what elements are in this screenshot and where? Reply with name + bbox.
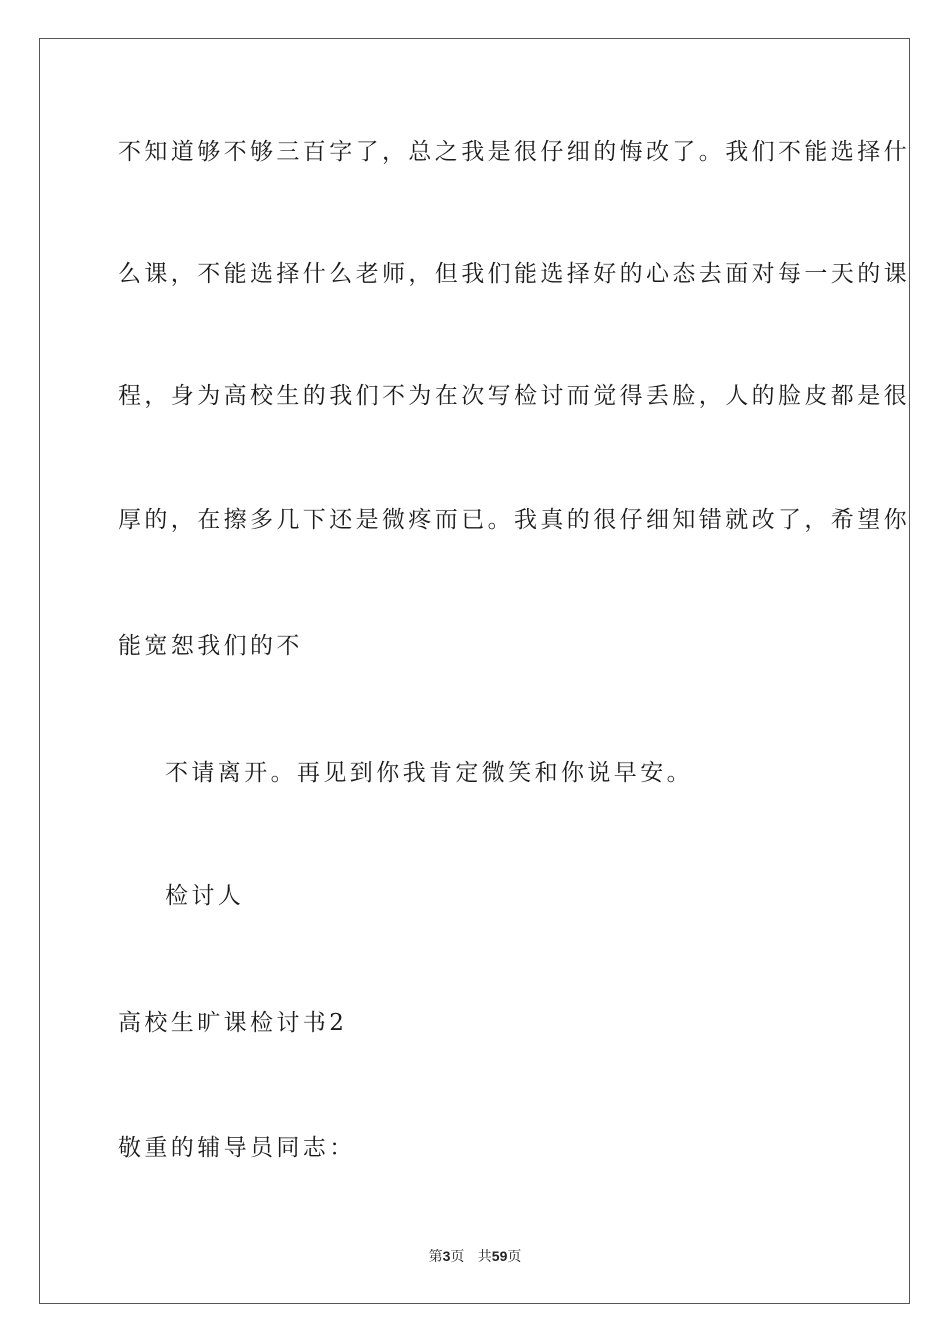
body-line-2: 么课，不能选择什么老师，但我们能选择好的心态去面对每一天的课 [118, 261, 910, 287]
total-prefix: 共 [477, 1249, 492, 1265]
body-line-4: 厚的，在擦多几下还是微疼而已。我真的很仔细知错就改了，希望你 [118, 507, 910, 533]
salutation: 敬重的辅导员同志： [118, 1135, 356, 1161]
total-suffix: 页 [507, 1249, 522, 1265]
body-line-1: 不知道够不够三百字了，总之我是很仔细的悔改了。我们不能选择什 [118, 139, 910, 165]
current-page-number: 3 [442, 1248, 451, 1264]
page-prefix: 第 [428, 1249, 443, 1265]
page-footer [0, 1246, 950, 1266]
closing-line: 不请离开。再见到你我肯定微笑和你说早安。 [165, 760, 693, 786]
body-line-3: 程，身为高校生的我们不为在次写检讨而觉得丢脸，人的脸皮都是很 [118, 383, 910, 409]
total-pages-number: 59 [491, 1248, 508, 1264]
section-title: 高校生旷课检讨书2 [118, 1010, 348, 1036]
body-line-5: 能宽恕我们的不 [118, 633, 303, 659]
page-border [39, 38, 910, 1304]
page-suffix: 页 [450, 1249, 465, 1265]
signature-label: 检讨人 [165, 883, 245, 909]
